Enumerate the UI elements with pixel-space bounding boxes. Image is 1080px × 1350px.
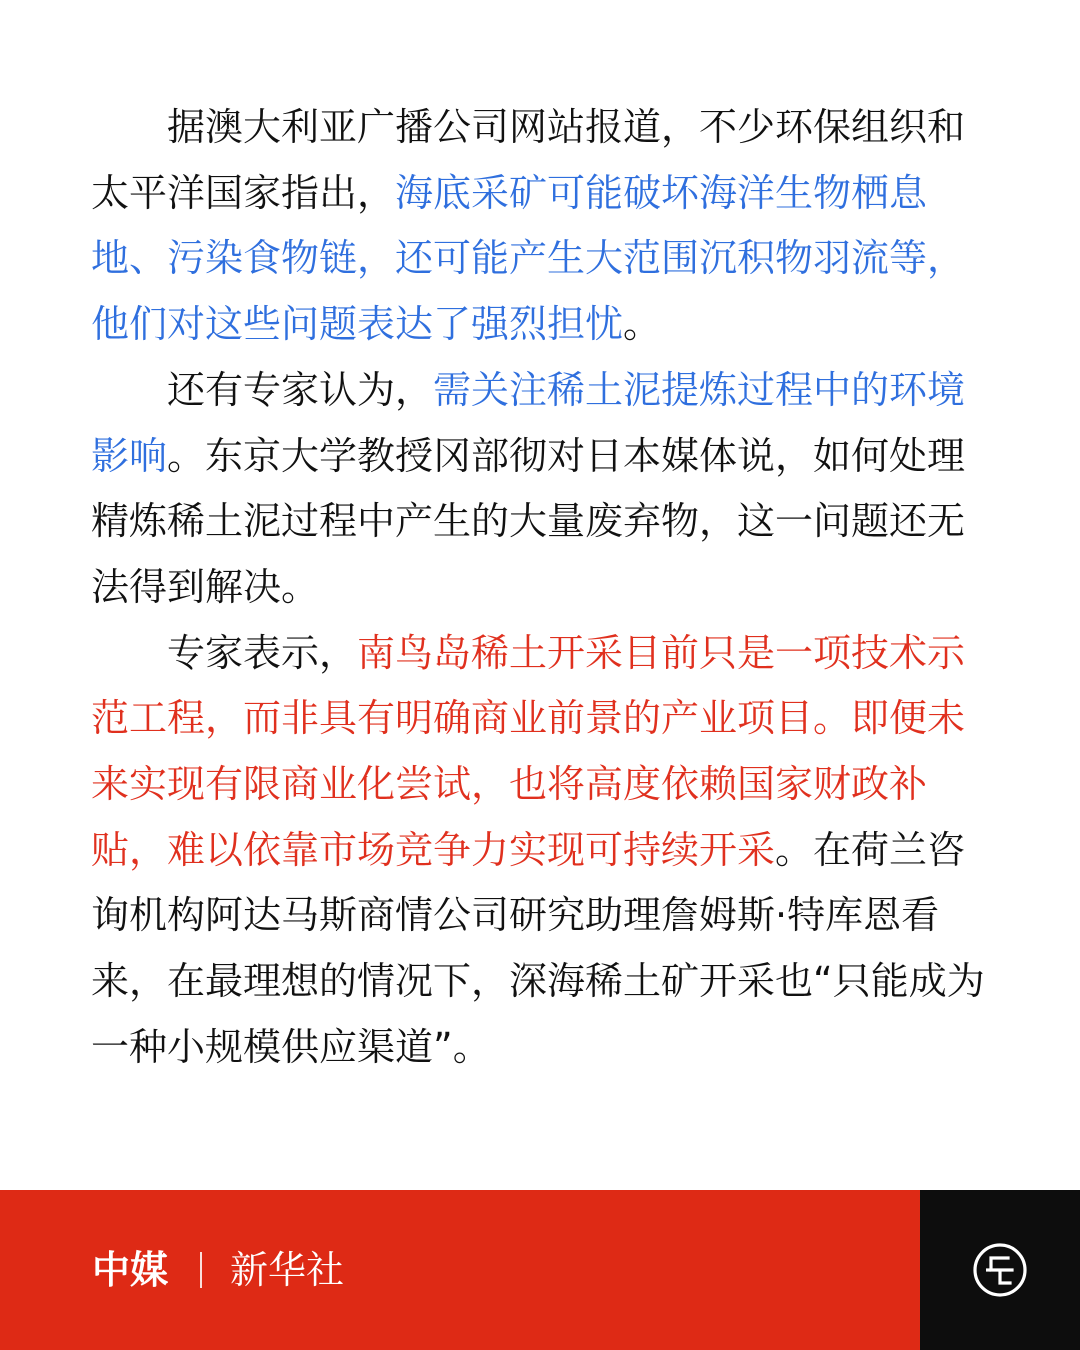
paragraph-2-text-end: 。东京大学教授冈部彻对日本媒体说，如何处理精炼稀土泥过程中产生的大量废弃物，这一问题还无法得到解决。 <box>91 433 966 609</box>
paragraph-3-text-start: 专家表示， <box>167 630 358 675</box>
paragraph-3 <box>91 621 991 1081</box>
paragraph-2 <box>91 358 991 621</box>
footer-red-block <box>0 1190 920 1350</box>
paragraph-1-text-end: 。 <box>623 302 662 347</box>
paragraph-1-text-start: 据澳大利亚广播公司网站报道，不少环保组织和太平洋国家指出， <box>91 105 966 215</box>
source-name: 新华社 <box>230 1248 345 1292</box>
footer-bar <box>0 1190 1080 1350</box>
paragraph-1 <box>91 95 991 358</box>
paragraph-3-highlight-red: 南鸟岛稀土开采目前只是一项技术示范工程，而非具有明确商业前景的产业项目。即便未来实现有限商业化尝试，也将高度依赖国家财政补贴，难以依靠市场竞争力实现可持续开采 <box>91 630 966 872</box>
xinhua-logo-icon <box>970 1240 1030 1300</box>
footer-divider <box>200 1252 202 1288</box>
article-body <box>91 95 991 1081</box>
paragraph-2-text-start: 还有专家认为， <box>167 367 434 412</box>
paragraph-2-highlight-blue: 需关注稀土泥提炼过程中的环境影响 <box>91 367 966 478</box>
paragraph-3-text-end: 。在荷兰咨询机构阿达马斯商情公司研究助理詹姆斯·特库恩看来，在最理想的情况下，深海稀土矿开采也“只能成为一种小规模供应渠道”。 <box>91 827 985 1069</box>
brand-name: 中媒 <box>92 1248 169 1292</box>
paragraph-1-highlight-blue: 海底采矿可能破坏海洋生物栖息地、污染食物链，还可能产生大范围沉积物羽流等，他们对这些问题表达了强烈担忧 <box>91 170 966 347</box>
